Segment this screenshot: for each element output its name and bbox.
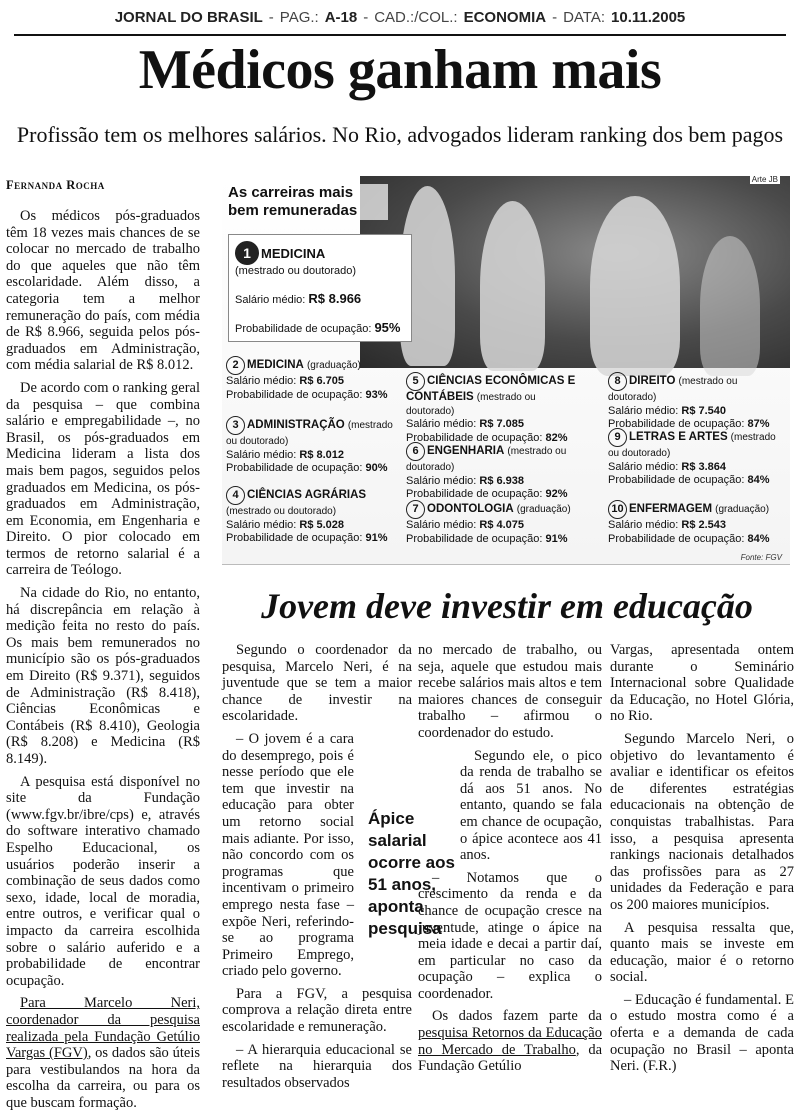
rank-number: 6	[406, 442, 425, 461]
prob-label: Probabilidade de ocupação:	[406, 532, 543, 545]
paragraph: Segundo ele, o pico da renda de trabalho se dá aos 51 anos. No entanto, quando se fala em chance de ocupação, o ápice acontece aos 41 anos.	[460, 747, 602, 864]
prob-label: Probabilidade de ocupação:	[406, 431, 543, 444]
career-name: DIREITO	[629, 374, 676, 387]
career-note: (mestrado ou doutorado)	[608, 431, 776, 459]
prob-value: 91%	[545, 532, 568, 545]
pull-quote: Ápice salarial ocorre aos 51 anos, aponta pesquisa	[368, 804, 456, 944]
prob-label: Probabilidade de ocupação:	[608, 418, 745, 430]
career-note: (mestrado ou doutorado)	[235, 265, 357, 277]
career-name: CIÊNCIAS AGRÁRIAS	[247, 488, 367, 501]
paragraph: Para a FGV, a pesquisa comprova a relação direta entre escolaridade e remuneração.	[222, 985, 412, 1036]
ranking-graphic	[222, 176, 790, 565]
graphic-source: Fonte: FGV	[740, 553, 782, 562]
salary-value: R$ 5.028	[299, 518, 345, 531]
article-subtitle: Profissão tem os melhores salários. No Rio, advogados lideram ranking dos bem pagos	[16, 122, 784, 147]
date-value: 10.11.2005	[611, 8, 686, 26]
rank-number: 10	[608, 500, 627, 519]
salary-value: R$ 7.085	[479, 418, 525, 430]
salary-value: R$ 3.864	[681, 460, 727, 473]
salary-label: Salário médio:	[608, 404, 679, 417]
paragraph-text: , os dados são úteis para vestibulandos na hora da escolha da carreira, ou para os que buscam formação.	[6, 1045, 200, 1111]
career-note: (graduação)	[306, 359, 361, 371]
salary-label: Salário médio:	[608, 460, 679, 473]
salary-value: R$ 8.012	[299, 448, 345, 461]
paragraph: Segundo o coordenador da pesquisa, Marcelo Neri, é na juventude que se tem a maior chance de investir na escolaridade.	[222, 642, 412, 725]
column-3	[418, 642, 602, 1081]
career-note: (mestrado ou doutorado)	[226, 506, 337, 517]
salary-label: Salário médio:	[406, 519, 477, 531]
career-note: (mestrado ou doutorado)	[406, 445, 567, 473]
salary-label: Salário médio:	[235, 294, 306, 306]
paragraph	[6, 995, 200, 1111]
paragraph: – Educação é fundamental. E o estudo mostra como é a oferta e a demanda de cada ocupação no Brasil – aponta Neri. (F.R.)	[610, 991, 794, 1075]
prob-value: 93%	[365, 388, 388, 401]
paragraph: – A hierarquia educacional se reflete na hierarquia dos resultados observados	[222, 1041, 412, 1091]
career-name: LETRAS E ARTES	[629, 430, 728, 443]
salary-value: R$ 7.540	[681, 404, 727, 417]
career-name: MEDICINA	[261, 246, 326, 261]
salary-label: Salário médio:	[406, 418, 477, 430]
prob-label: Probabilidade de ocupação:	[608, 532, 745, 545]
paragraph: De acordo com o ranking geral da pesquisa – que combina salário e empregabilidade –, no Brasil, os pós-graduados em Medicina lideram a lista dos mais bem pagos, seguidos pelos graduados em Medicina, os pós-graduados em Administração, em Economia, em Engenharia e Direito. O pior colocado em termos de retorno salarial é a carreira de Teólogo.	[6, 379, 200, 579]
salary-label: Salário médio:	[226, 448, 297, 461]
career-name: MEDICINA	[247, 358, 304, 371]
date-label: DATA:	[563, 8, 606, 26]
salary-label: Salário médio:	[226, 518, 297, 531]
career-note: (mestrado ou doutorado)	[406, 392, 536, 417]
surgery-photo	[360, 176, 790, 368]
rank-number: 3	[226, 416, 245, 435]
rank-number: 1	[235, 241, 259, 265]
rank-number: 7	[406, 500, 425, 519]
rank-number: 9	[608, 428, 627, 447]
paragraph: – O jovem é a cara do desemprego, pois é nesse período que ele tem que investir na educação para obter um retorno social mais adiante. Por isso, não concordo com os programas que incentivam o primeiro emprego nesta fase – expõe Neri, referindo-se ao programa Primeiro Emprego, criado pelo governo.	[222, 730, 354, 980]
career-name: ADMINISTRAÇÃO	[247, 418, 345, 431]
career-name: ENFERMAGEM	[629, 502, 713, 515]
section-name: ECONOMIA	[463, 8, 547, 26]
salary-value: R$ 2.543	[681, 519, 727, 531]
byline: Fernanda Rocha	[6, 178, 105, 192]
salary-label: Salário médio:	[608, 519, 679, 531]
secondary-headline: Jovem deve investir em educação	[261, 586, 753, 626]
prob-value: 95%	[374, 320, 401, 335]
career-item	[226, 356, 406, 402]
section-label: CAD.:/COL.:	[374, 8, 458, 26]
career-note: (graduação)	[715, 503, 770, 515]
prob-value: 90%	[365, 462, 388, 474]
rank-number: 4	[226, 486, 245, 505]
prob-value: 84%	[747, 532, 770, 545]
column-4	[610, 642, 794, 1081]
prob-value: 82%	[545, 431, 568, 444]
page-header: JORNAL DO BRASIL - PAG.: A-18 - CAD.:/COL.: ECONOMIA - DATA: 10.11.2005	[14, 0, 786, 36]
career-note: (graduação)	[516, 503, 571, 515]
prob-value: 91%	[365, 532, 388, 544]
rank-number: 5	[406, 372, 425, 391]
salary-label: Salário médio:	[406, 474, 477, 487]
career-item	[608, 500, 788, 546]
career-item	[226, 416, 406, 476]
paragraph: Vargas, apresentada ontem durante o Seminário Internacional sobre Qualidade da Educação, no Hotel Glória, no Rio.	[610, 642, 794, 725]
career-item	[226, 486, 406, 546]
paragraph: Segundo Marcelo Neri, o objetivo do levantamento é avaliar e identificar os efeitos de diferentes estratégias educacionais na obtenção de conquistas trabalhistas. Para isso, a pesquisa apresenta rankings nacionais detalhados das profissões para as 27 unidades da Federação e para os 200 maiores municípios.	[610, 730, 794, 913]
career-item	[406, 372, 586, 445]
paragraph-text: Os dados fazem parte da	[432, 1008, 602, 1025]
photo-figure	[590, 196, 680, 376]
rank-number: 2	[226, 356, 245, 375]
graphic-title: As carreiras mais bem remuneradas	[228, 184, 388, 220]
career-item	[608, 372, 788, 432]
rank-1-box	[228, 234, 412, 342]
photo-figure	[480, 201, 545, 371]
paragraph: Na cidade do Rio, no entanto, há discrepância em relação à medição feita no resto do país. Os mais bem remunerados no município são os pós-graduados em Direito (R$ 9.371), seguidos de Administração (R$ 8.418), Ciências Econômicas e Contábeis (R$ 8.410), Geologia (R$ 8.208) e Medicina (R$ 8.149).	[6, 585, 200, 767]
salary-value: R$ 4.075	[479, 519, 525, 531]
career-name: CIÊNCIAS ECONÔMICAS E CONTÁBEIS	[406, 374, 576, 403]
prob-label: Probabilidade de ocupação:	[226, 388, 363, 401]
prob-value: 84%	[747, 474, 770, 486]
prob-value: 87%	[747, 418, 770, 430]
salary-label: Salário médio:	[226, 375, 297, 387]
rank-number: 8	[608, 372, 627, 391]
salary-value: R$ 6.705	[299, 375, 345, 387]
paragraph: no mercado de trabalho, ou seja, aquele que estudou mais recebe salários mais altos e tem maiores chances de conseguir trabalho – afirmou o coordenador do estudo.	[418, 642, 602, 741]
career-note: (mestrado ou doutorado)	[608, 375, 738, 403]
prob-label: Probabilidade de ocupação:	[235, 323, 372, 335]
career-item	[406, 442, 586, 502]
career-item	[406, 500, 586, 546]
career-name: ENGENHARIA	[427, 444, 505, 457]
career-name: ODONTOLOGIA	[427, 502, 514, 515]
prob-label: Probabilidade de ocupação:	[608, 474, 745, 486]
paragraph: A pesquisa está disponível no site da Fundação (www.fgv.br/ibre/cps) e, através do software interativo chamado Espelho Educacional, os usuários poderão inserir a combinação de seus dados como sexo, idade, local de moradia, entre outros, e verificar qual o impacto da carreira escolhida sobre o salário auferido e a probabilidade de encontrar ocupação.	[6, 773, 200, 989]
paragraph: Os médicos pós-graduados têm 18 vezes mais chances de se colocar no mercado de trabalho do que aqueles que não têm escolaridade. Além disso, a categoria tem a melhor remuneração do país, com média de R$ 8.966, seguida pelos pós-graduados em Administração, com média salarial de R$ 8.012.	[6, 208, 200, 374]
column-1	[6, 208, 200, 1117]
prob-label: Probabilidade de ocupação:	[226, 462, 363, 474]
career-item	[608, 428, 788, 488]
paragraph-text: , da Fundação Getúlio	[418, 1041, 603, 1075]
salary-value: R$ 6.938	[479, 474, 525, 487]
underlined-text: pesquisa Retornos da Educação no Mercado de Trabalho	[418, 1025, 602, 1058]
newspaper-name: JORNAL DO BRASIL	[114, 8, 263, 26]
underlined-text: Para Marcelo Neri, coordenador da pesquisa realizada pela Fundação Getúlio Vargas (FGV)	[6, 995, 200, 1062]
career-note: (mestrado ou doutorado)	[226, 419, 393, 447]
paragraph: A pesquisa ressalta que, quanto mais se investe em educação, maior é o retorno social.	[610, 919, 794, 986]
paragraph	[418, 1008, 602, 1074]
prob-label: Probabilidade de ocupação:	[406, 488, 543, 500]
paragraph: – Notamos que o crescimento da renda e da chance de ocupação cresce na juventude, atinge o ápice na meia idade e decai a partir daí, em particular no caso da ocupação – explica o coordenador.	[418, 869, 602, 1002]
salary-value: R$ 8.966	[308, 291, 362, 306]
prob-label: Probabilidade de ocupação:	[226, 532, 363, 544]
art-credit: Arte JB	[751, 176, 778, 184]
article-headline: Médicos ganham mais	[138, 39, 662, 101]
photo-figure	[700, 236, 760, 376]
page-label: PAG.:	[279, 8, 319, 26]
prob-value: 92%	[545, 488, 568, 500]
page-number: A-18	[324, 8, 358, 26]
